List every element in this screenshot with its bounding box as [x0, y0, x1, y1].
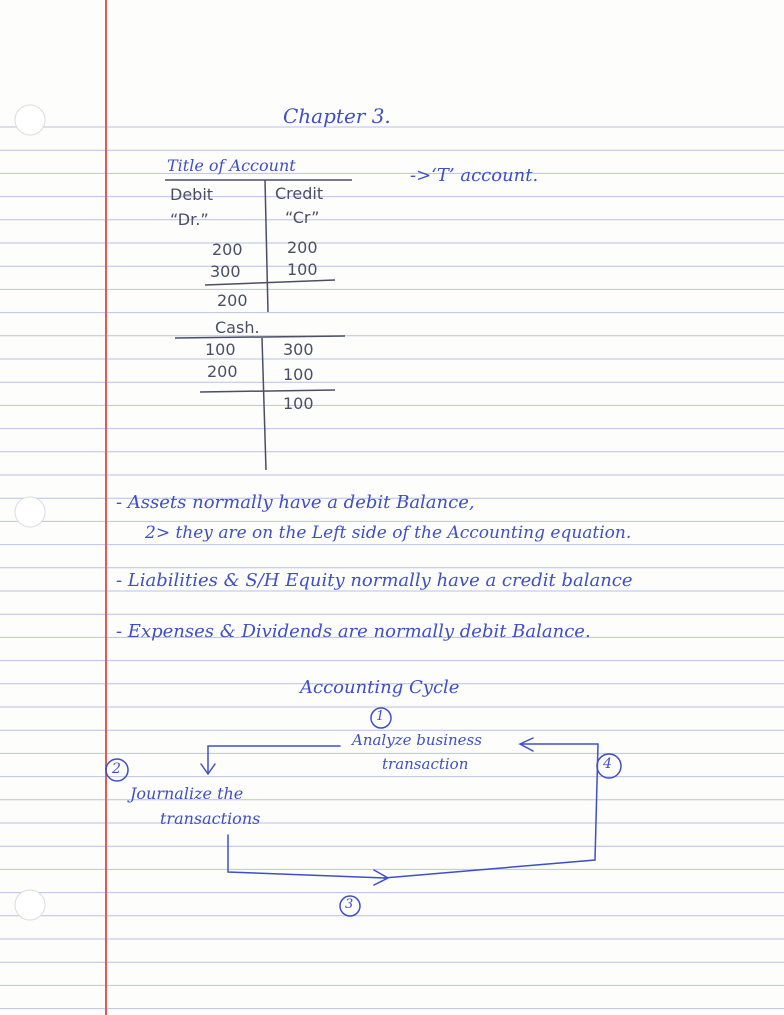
cycle-step-number: 2	[112, 761, 121, 777]
t-account-credit-value: 100	[287, 260, 318, 279]
page-heading: Chapter 3.	[283, 104, 391, 128]
cycle-step-2-text: transactions	[160, 809, 261, 828]
binder-hole-middle	[15, 497, 45, 527]
t-account-dr: “Dr.”	[170, 210, 209, 229]
t-account-title: Title of Account	[167, 156, 296, 175]
note-expenses: - Expenses & Dividends are normally debit Balance.	[116, 621, 591, 642]
note-liabilities: - Liabilities & S/H Equity normally have a credit balance	[116, 570, 633, 591]
arrow-step2-to-step3	[228, 835, 385, 878]
t-account-debit-value: 300	[210, 262, 241, 281]
cash-debit-value: 200	[207, 362, 238, 381]
t-account-debit-value: 200	[212, 240, 243, 259]
cycle-title: Accounting Cycle	[300, 677, 460, 698]
t-account-debit-header: Debit	[170, 185, 214, 204]
cycle-step-1-text: Analyze business	[352, 731, 482, 749]
cash-account-title: Cash.	[215, 318, 260, 337]
cycle-step-1-text: transaction	[382, 755, 469, 773]
binder-hole-bottom	[15, 890, 45, 920]
cycle-step-2-text: Journalize the	[130, 784, 244, 803]
t-account-credit-value: 200	[287, 238, 318, 257]
cash-credit-balance: 100	[283, 394, 314, 413]
cash-credit-value: 100	[283, 365, 314, 384]
note-assets-detail: 2> they are on the Left side of the Accounting equation.	[145, 523, 632, 543]
t-account-cr: “Cr”	[285, 208, 320, 227]
cycle-step-number: 3	[345, 897, 354, 912]
cash-account-lines	[175, 336, 345, 470]
binder-hole-top	[15, 105, 45, 135]
cycle-step-number: 1	[376, 709, 385, 724]
arrow-step1-to-step2	[208, 746, 340, 772]
t-account-debit-balance: 200	[217, 291, 248, 310]
cash-debit-value: 100	[205, 340, 236, 359]
note-assets: - Assets normally have a debit Balance,	[116, 492, 475, 513]
ruled-lines	[0, 127, 784, 1009]
t-account-note: ->‘T’ account.	[410, 165, 539, 186]
cash-credit-value: 300	[283, 340, 314, 359]
t-account-credit-header: Credit	[275, 184, 324, 203]
cycle-step-number: 4	[603, 756, 612, 772]
